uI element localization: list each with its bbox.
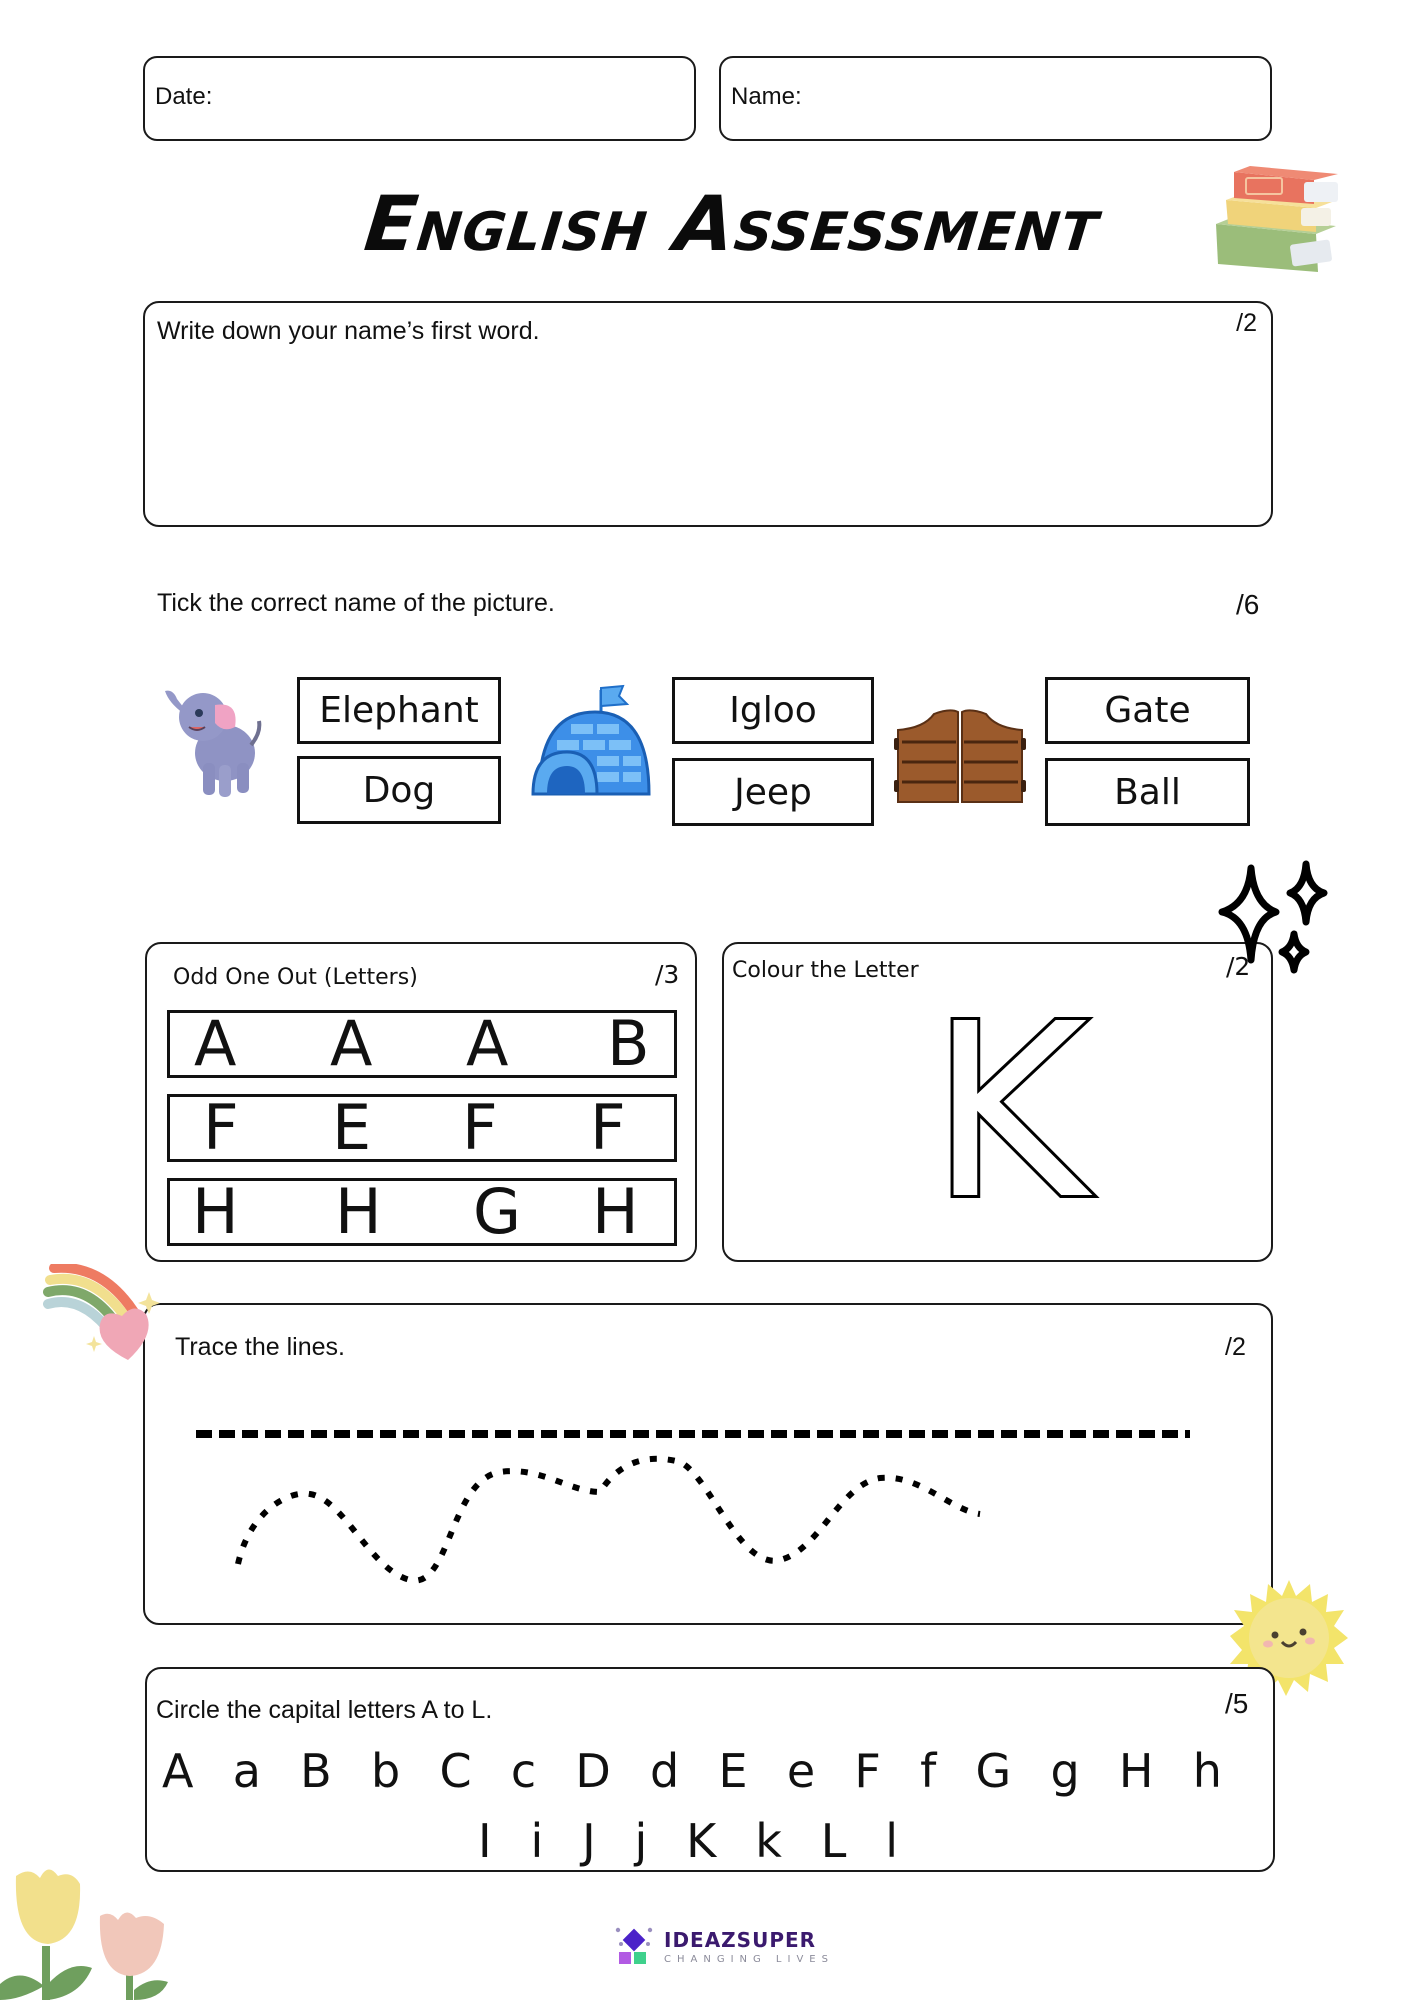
letter[interactable]: E: [332, 1091, 372, 1164]
letter-choice[interactable]: I: [478, 1814, 492, 1868]
letter[interactable]: G: [473, 1175, 522, 1248]
name-field[interactable]: [719, 56, 1272, 141]
letter[interactable]: A: [466, 1007, 509, 1080]
option-dog[interactable]: Dog: [297, 756, 501, 824]
alphabet-line-2: [478, 1814, 898, 1868]
letter-choice[interactable]: b: [370, 1744, 401, 1798]
letter[interactable]: H: [592, 1175, 639, 1248]
letter-choice[interactable]: H: [1118, 1744, 1154, 1798]
option-ball[interactable]: Ball: [1045, 758, 1250, 826]
outline-letter-k[interactable]: [900, 1000, 1100, 1210]
odd-row-2: [167, 1091, 677, 1164]
date-label: Date:: [155, 83, 213, 110]
dotted-wavy-line[interactable]: [238, 1459, 980, 1581]
letter-choice[interactable]: A: [162, 1744, 194, 1798]
letter-choice[interactable]: d: [650, 1744, 680, 1798]
q5-prompt: Trace the lines.: [175, 1333, 345, 1361]
brand-name: IDEAZSUPER: [664, 1928, 817, 1952]
option-gate[interactable]: Gate: [1045, 677, 1250, 744]
letter[interactable]: H: [335, 1175, 382, 1248]
letter-choice[interactable]: L: [820, 1814, 847, 1868]
letter[interactable]: B: [607, 1007, 650, 1080]
letter-choice[interactable]: a: [232, 1744, 261, 1798]
q2-prompt: Tick the correct name of the picture.: [157, 589, 555, 617]
letter-choice[interactable]: e: [786, 1744, 816, 1798]
letter-choice[interactable]: D: [575, 1744, 611, 1798]
letter-choice[interactable]: K: [686, 1814, 717, 1868]
tulips-icon: [0, 1856, 180, 2000]
q3-score: /3: [655, 960, 680, 989]
elephant-picture: [163, 683, 265, 805]
letter-choice[interactable]: f: [920, 1744, 937, 1798]
sparkles-icon: [1218, 856, 1342, 978]
date-field[interactable]: [143, 56, 696, 141]
q2-score: /6: [1236, 589, 1260, 620]
option-igloo[interactable]: Igloo: [672, 677, 874, 744]
letter-choice[interactable]: F: [854, 1744, 881, 1798]
letter-choice[interactable]: B: [300, 1744, 332, 1798]
page-title: English Assessment: [360, 179, 1104, 268]
q6-prompt: Circle the capital letters A to L.: [156, 1696, 493, 1724]
letter-choice[interactable]: h: [1192, 1744, 1222, 1798]
option-jeep[interactable]: Jeep: [672, 758, 874, 826]
q5-score: /2: [1225, 1333, 1246, 1361]
letter-choice[interactable]: C: [439, 1744, 472, 1798]
letter[interactable]: F: [590, 1091, 626, 1164]
q1-answer-box[interactable]: [143, 301, 1273, 527]
name-label: Name:: [731, 83, 802, 110]
ideazsuper-logo-icon: [614, 1924, 660, 1966]
letter[interactable]: A: [194, 1007, 237, 1080]
rainbow-heart-icon: [42, 1264, 162, 1370]
book-red: [1234, 166, 1338, 204]
letter[interactable]: F: [462, 1091, 498, 1164]
letter[interactable]: H: [192, 1175, 239, 1248]
gate-picture: [894, 708, 1026, 804]
outline-letter-text: K: [930, 1000, 1088, 1210]
trace-paths[interactable]: [180, 1400, 1220, 1600]
option-elephant[interactable]: Elephant: [297, 677, 501, 744]
brand-tagline: CHANGING LIVES: [664, 1954, 834, 1965]
letter-choice[interactable]: G: [975, 1744, 1012, 1798]
letter-choice[interactable]: k: [755, 1814, 782, 1868]
q4-score: /2: [1226, 952, 1251, 981]
alphabet-line-1: [162, 1744, 1222, 1798]
letter[interactable]: F: [203, 1091, 239, 1164]
q6-score: /5: [1225, 1688, 1249, 1719]
q1-prompt: Write down your name’s first word.: [157, 317, 540, 345]
q4-title: Colour the Letter: [732, 958, 919, 983]
letter-choice[interactable]: J: [582, 1814, 596, 1868]
letter-choice[interactable]: i: [530, 1814, 544, 1868]
letter-choice[interactable]: c: [510, 1744, 537, 1798]
q3-title: Odd One Out (Letters): [173, 965, 418, 990]
letter-choice[interactable]: g: [1050, 1744, 1080, 1798]
books-icon: [1206, 164, 1346, 274]
letter-choice[interactable]: j: [634, 1814, 648, 1868]
q1-score: /2: [1236, 309, 1257, 337]
odd-row-3: [167, 1175, 677, 1248]
letter-choice[interactable]: l: [885, 1814, 898, 1868]
igloo-picture: [531, 682, 653, 798]
odd-row-1: [167, 1007, 677, 1080]
letter-choice[interactable]: E: [718, 1744, 748, 1798]
letter[interactable]: A: [330, 1007, 373, 1080]
